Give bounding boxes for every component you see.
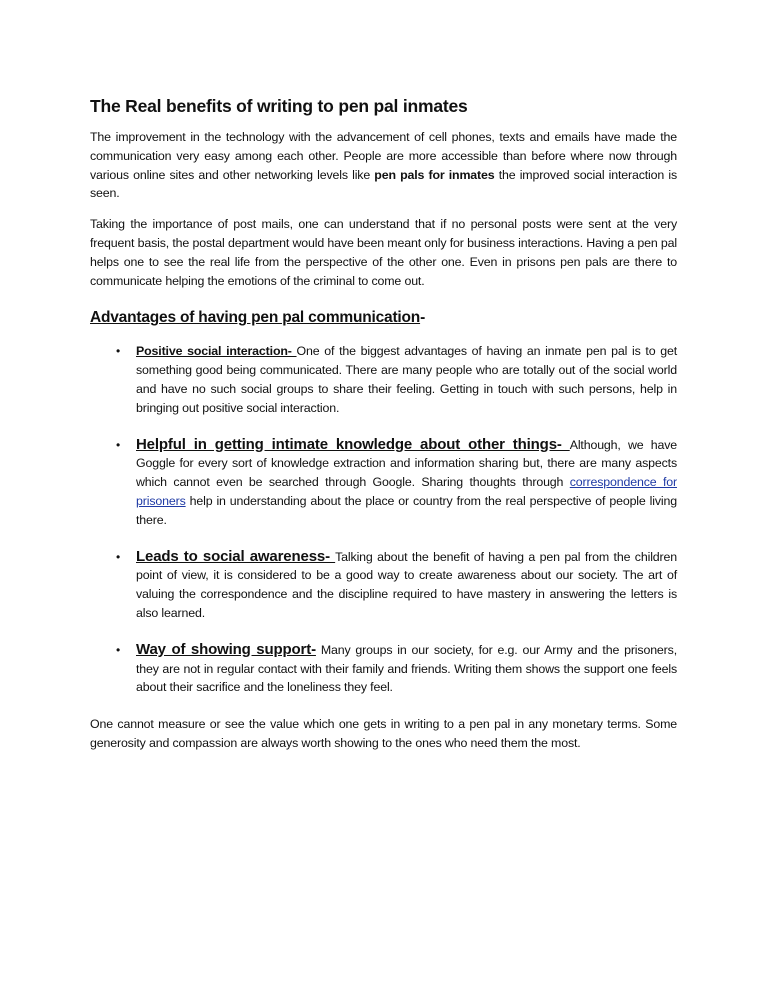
advantage-title: Helpful in getting intimate knowledge about other things- — [136, 435, 570, 453]
bullet-icon: • — [116, 642, 121, 657]
advantage-item-social-awareness — [90, 548, 677, 623]
advantage-text: Although, we have Goggle for every sort of knowledge extraction and information sharing but, there are many aspects which cannot even be searched through Google. Sharing thoughts through — [136, 437, 677, 490]
bullet-icon: • — [116, 437, 121, 452]
advantage-title: Leads to social awareness- — [136, 547, 336, 565]
correspondence-for-prisoners-link[interactable]: correspondence for prisoners — [136, 475, 678, 508]
advantage-text: Talking about the benefit of having a pen pal from the children point of view, it is considered to be a good way to create awareness about our society. The art of valuing the correspondence and the discipline required to have mastery in answering the letters is also learned. — [136, 549, 678, 620]
intro-bold-phrase: pen pals for inmates — [374, 167, 495, 182]
advantage-item-showing-support — [90, 641, 677, 697]
advantage-item-positive-social-interaction — [90, 342, 677, 417]
advantage-title: Positive social interaction- — [136, 344, 297, 359]
advantage-item-intimate-knowledge — [90, 436, 677, 530]
bullet-icon: • — [116, 549, 121, 564]
advantage-text: One of the biggest advantages of having an inmate pen pal is to get something good being communicated. There are many people who are totally out of the social world and have no such social groups to share their feeling. Getting in touch with such persons, help in bringing out positive social interaction. — [136, 344, 677, 415]
document-title: The Real benefits of writing to pen pal inmates — [90, 96, 468, 116]
document-page — [90, 96, 677, 765]
section-heading-suffix: - — [420, 309, 426, 327]
section-heading-text: Advantages of having pen pal communication — [90, 309, 421, 327]
intro-paragraph — [90, 128, 677, 203]
post-mails-paragraph: Taking the importance of post mails, one can understand that if no personal posts were sent at the very frequent basis, the postal department would have been meant only for business interactions. Having a pen pal helps one to see the real life from the perspective of the other one. Even in prisons pen pals are there to communicate helping the emotions of the criminal to come out. — [90, 217, 677, 288]
closing-paragraph: One cannot measure or see the value which one gets in writing to a pen pal in any monetary terms. Some generosity and compassion are always worth showing to the ones who need them the most. — [90, 717, 677, 750]
intro-text-end: the improved social interaction is seen. — [90, 167, 677, 201]
section-heading — [90, 308, 677, 328]
advantage-text: Many groups in our society, for e.g. our Army and the prisoners, they are not in regular contact with their family and friends. Writing them shows the support one feels about their sacrifice and the loneliness they feel. — [136, 642, 677, 695]
advantage-title: Way of showing support- — [136, 640, 316, 658]
intro-text-start: The improvement in the technology with the advancement of cell phones, texts and emails have made the communication very easy among each other. People are more accessible than before where now through various online sites and other networking levels like — [90, 130, 677, 182]
bullet-icon: • — [116, 344, 121, 359]
advantage-text-continued: help in understanding about the place or country from the real perspective of people living there. — [136, 493, 677, 527]
advantages-list — [90, 342, 677, 697]
